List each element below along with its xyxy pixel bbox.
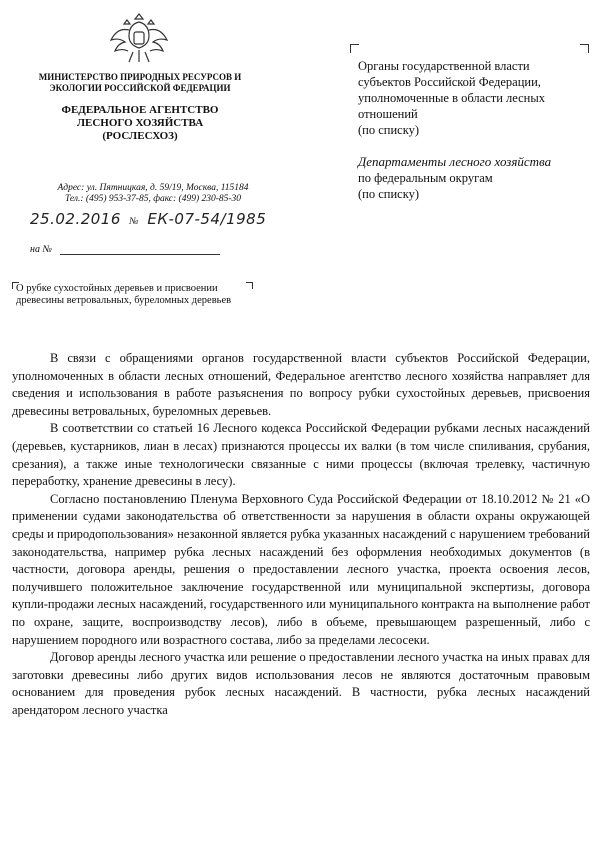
body-paragraph-3: Согласно постановлению Пленума Верховного Суда Российской Федерации от 18.10.2012 № 21 «О применении судами законодательства об ответственности за нарушения в области охраны окружающей среды и природопользования» незаконной является рубка указанных насаждений с нарушением требований законодательства, например рубка лесных насаждений без оформления необходимых документов (в частности, договора аренды, решения о предоставлении лесного участка, проекта освоения лесов, получившего положительное заключение государственной или муниципальной экспертизы, договора купли-продажи лесных насаждений, государственного или муниципального контракта на выполнение работ по охране, защите, воспроизводству лесов), либо в объеме, превышающем разрешенный, либо с нарушением породного или возрастного состава, либо за пределами лесосеки. [12, 491, 590, 647]
letter-subject: О рубке сухостойных деревьев и присвоении древесины ветровальных, буреломных деревьев [16, 283, 232, 306]
registration-line [30, 210, 290, 228]
sender-address: Адрес: ул. Пятницкая, д. 59/19, Москва, 115184 [57, 183, 249, 193]
recipient-corner-right [580, 44, 589, 53]
agency-name [30, 104, 250, 143]
agency-short-name: (РОСЛЕСХОЗ) [102, 130, 178, 142]
reply-to-label: на № [30, 244, 52, 255]
registration-number-label: № [129, 216, 140, 227]
recipient-corner-left [350, 44, 359, 53]
body-paragraph-2: В соответствии со статьей 16 Лесного кодекса Российской Федерации рубками лесных насаждений (деревьев, кустарников, лиан в лесах) признаются процессы их валки (в том числе спиливания, срубания, срезания), а также иные технологически связанные с ними процессы (включая трелевку, частичную переработку, хранение древесины в лесу). [12, 421, 590, 489]
recipient-1-line-1: Органы государственной власти [358, 59, 530, 73]
registration-number: ЕК-07-54/1985 [147, 210, 267, 228]
sender-header [30, 72, 250, 143]
recipient-2-line-2: по федеральным округам [358, 171, 493, 185]
body-paragraph-1: В связи с обращениями органов государственной власти субъектов Российской Федерации, уполномоченных в области лесных отношений, Федеральное агентство лесного хозяйства направляет для сведения и использования в работе разъяснения по вопросу рубки сухостойных деревьев, присвоения древесины ветровальных, буреломных деревьев. [12, 351, 590, 418]
recipient-2-line-1: Департаменты лесного хозяйства [358, 154, 552, 169]
coat-of-arms-emblem [107, 8, 171, 72]
sender-phone: Тел.: (495) 953-37-85, факс: (499) 230-85-30 [64, 194, 242, 204]
recipient-1-line-5: (по списку) [358, 123, 420, 137]
recipient-1-line-4: отношений [358, 107, 418, 121]
recipient-1-line-2: субъектов Российской Федерации, [358, 75, 541, 89]
agency-line-2: ЛЕСНОГО ХОЗЯЙСТВА [76, 117, 204, 129]
recipients-block [358, 58, 598, 202]
sender-address-block [38, 183, 268, 205]
agency-line-1: ФЕДЕРАЛЬНОЕ АГЕНТСТВО [61, 104, 219, 116]
ministry-name: МИНИСТЕРСТВО ПРИРОДНЫХ РЕСУРСОВ И ЭКОЛОГИИ РОССИЙСКОЙ ФЕДЕРАЦИИ [38, 72, 242, 93]
reply-to-rule [60, 254, 220, 255]
recipient-1-line-3: уполномоченные в области лесных [358, 91, 546, 105]
reply-to-line [30, 244, 220, 255]
registration-date: 25.02.2016 [30, 210, 121, 228]
letter-body [12, 350, 590, 719]
body-paragraph-4: Договор аренды лесного участка или решение о предоставлении лесного участка на иных правах для заготовки древесины либо других видов использования лесов не являются достаточным правовым основанием для проведения рубок лесных насаждений. В частности, рубка лесных насаждений арендатором лесного участка [12, 650, 590, 717]
recipient-2-line-3: (по списку) [358, 187, 420, 201]
